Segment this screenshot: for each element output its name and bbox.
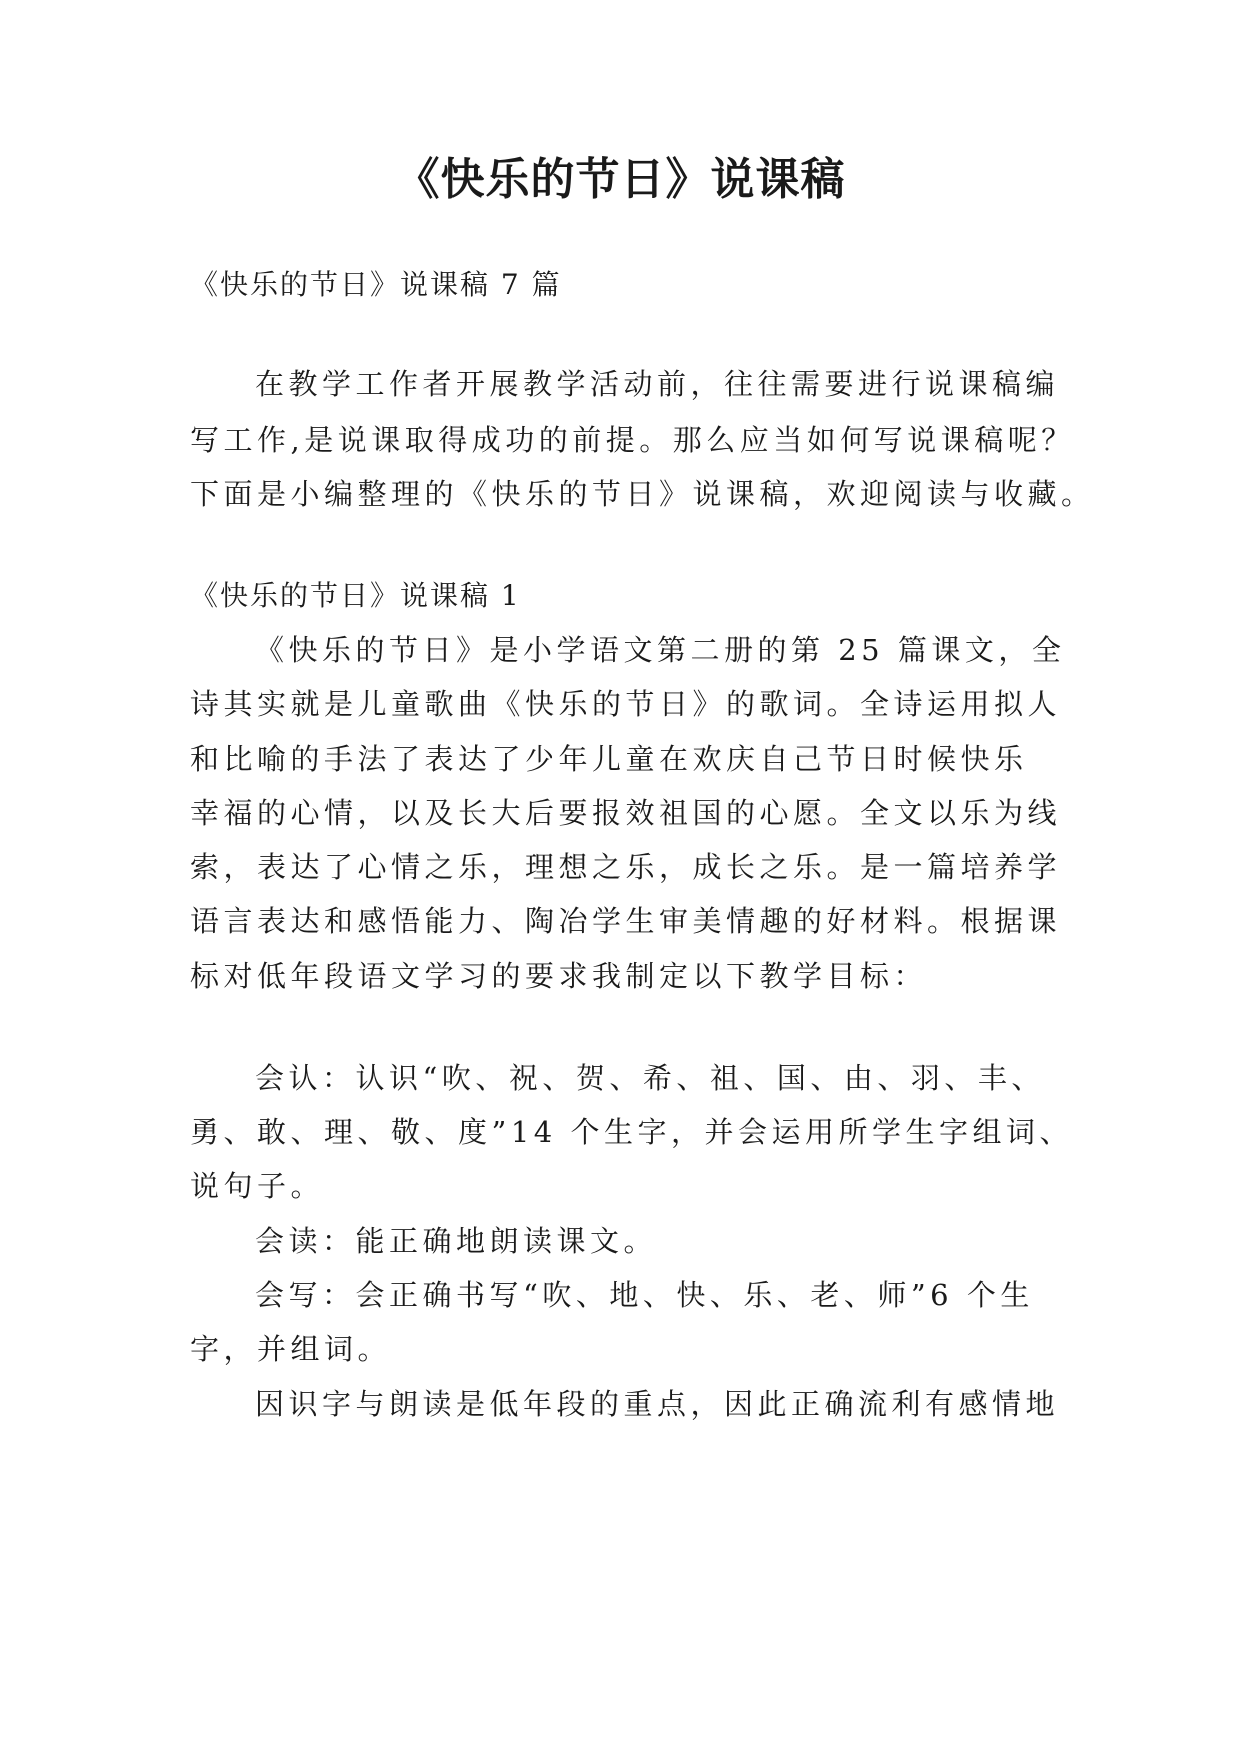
paragraph-line: 标对低年段语文学习的要求我制定以下教学目标： xyxy=(190,959,928,993)
goal-write-line: 会写：会正确书写“吹、地、快、乐、老、师”6 个生 xyxy=(255,1278,1034,1312)
document-title: 《快乐的节日》说课稿 xyxy=(395,154,846,205)
goal-recognize-line: 说句子。 xyxy=(190,1169,325,1203)
intro-line: 在教学工作者开展教学活动前，往往需要进行说课稿编 xyxy=(255,367,1060,401)
paragraph-line: 《快乐的节日》是小学语文第二册的第 25 篇课文，全 xyxy=(255,633,1066,667)
paragraph-line: 语言表达和感悟能力、陶冶学生审美情趣的好材料。根据课 xyxy=(190,904,1062,938)
intro-line: 下面是小编整理的《快乐的节日》说课稿，欢迎阅读与收藏。 xyxy=(190,477,1095,511)
closing-line: 因识字与朗读是低年段的重点，因此正确流利有感情地 xyxy=(255,1387,1060,1421)
paragraph-line: 索，表达了心情之乐，理想之乐，成长之乐。是一篇培养学 xyxy=(190,850,1062,884)
intro-line: 写工作,是说课取得成功的前提。那么应当如何写说课稿呢？ xyxy=(190,423,1075,457)
document-subtitle: 《快乐的节日》说课稿 7 篇 xyxy=(190,268,562,301)
paragraph-line: 和比喻的手法了表达了少年儿童在欢庆自己节日时候快乐 xyxy=(190,742,1028,776)
goal-recognize-line: 会认：认识“吹、祝、贺、希、祖、国、由、羽、丰、 xyxy=(255,1061,1045,1095)
section-heading: 《快乐的节日》说课稿 1 xyxy=(190,579,521,612)
goal-recognize-line: 勇、敢、理、敬、度”14 个生字，并会运用所学生字组词、 xyxy=(190,1115,1073,1149)
paragraph-line: 幸福的心情，以及长大后要报效祖国的心愿。全文以乐为线 xyxy=(190,796,1062,830)
goal-write-line: 字，并组词。 xyxy=(190,1332,392,1366)
goal-read-line: 会读：能正确地朗读课文。 xyxy=(255,1224,658,1258)
paragraph-line: 诗其实就是儿童歌曲《快乐的节日》的歌词。全诗运用拟人 xyxy=(190,687,1062,721)
